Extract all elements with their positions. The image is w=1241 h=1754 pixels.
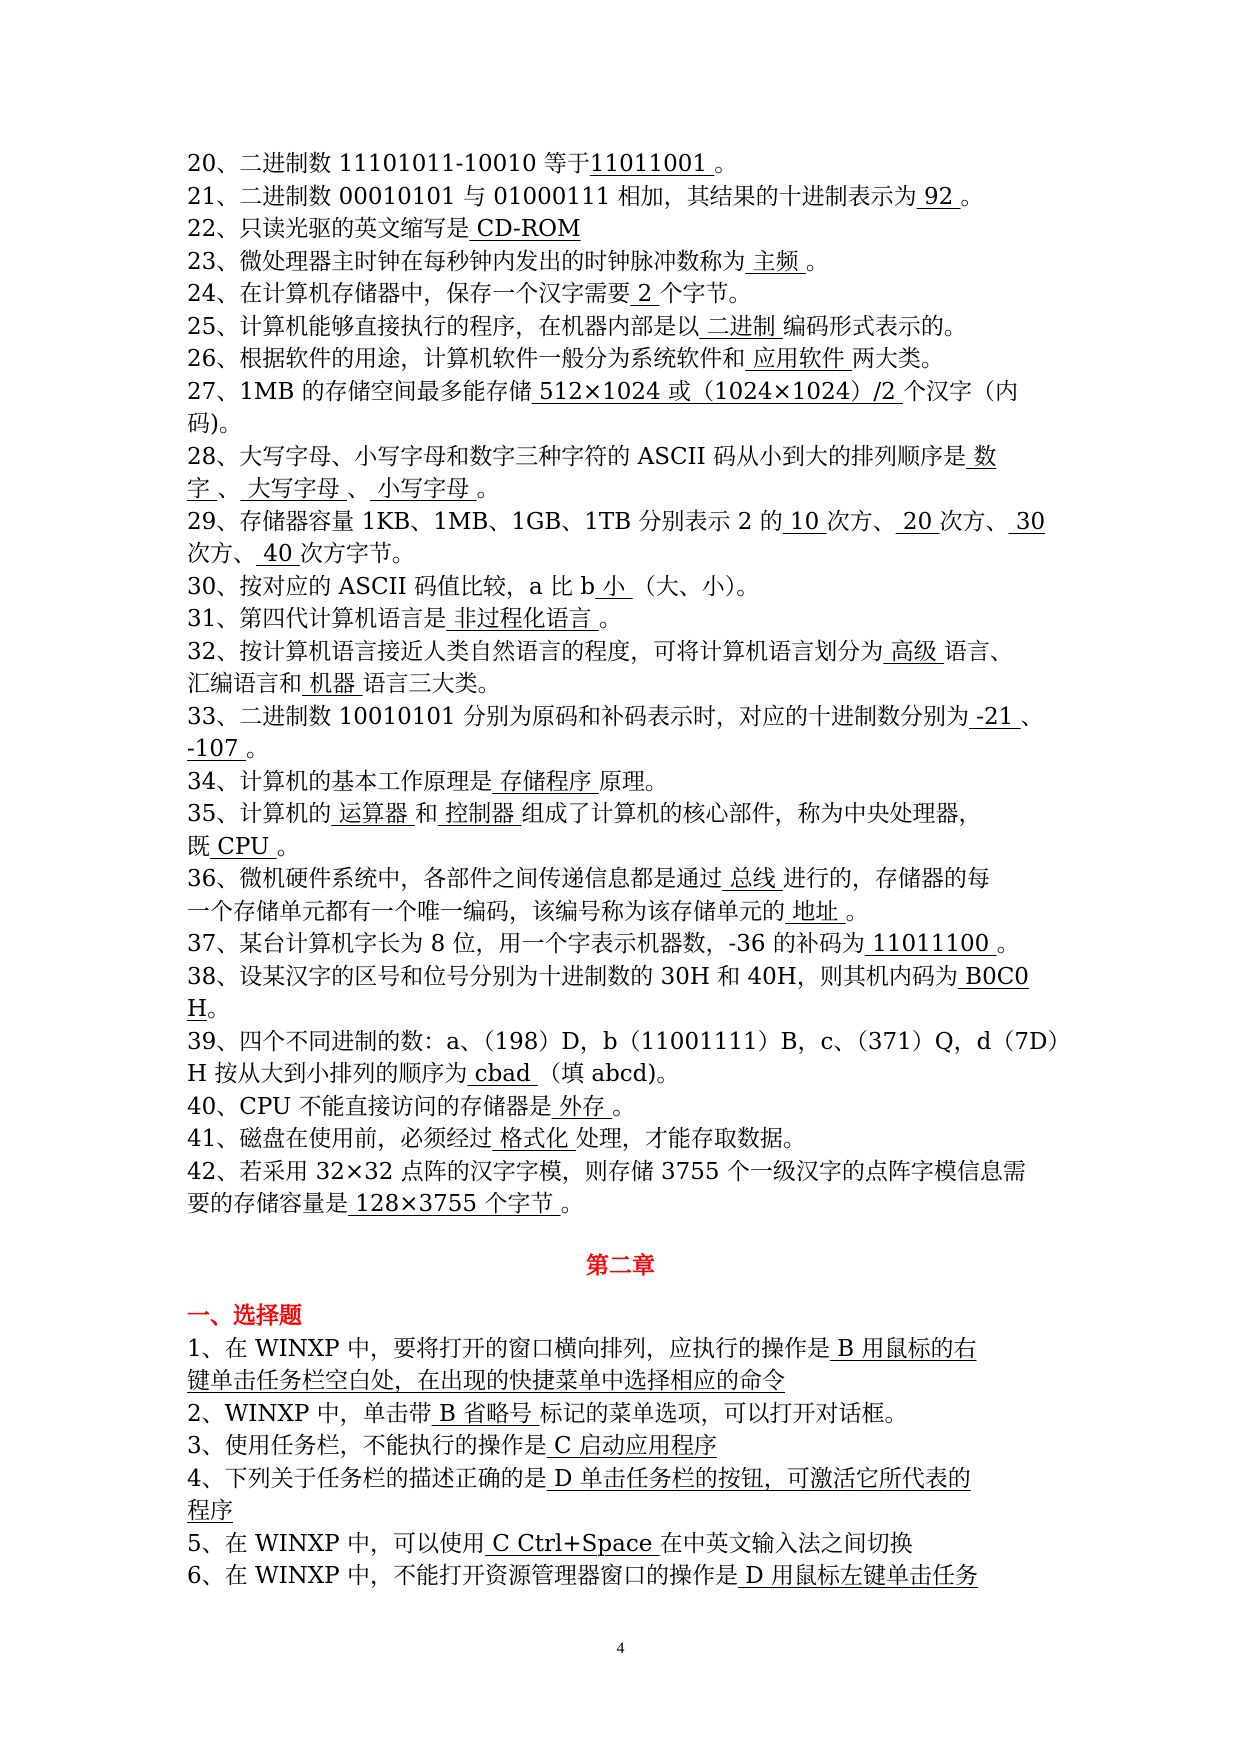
answer-blank: 机器: [302, 671, 363, 697]
question-text: 语言三大类。: [362, 671, 501, 697]
question-text: （大、小）。: [632, 573, 760, 600]
answer-blank: 2: [630, 281, 660, 307]
question-text: 标记的菜单选项，可以打开对话框。: [539, 1400, 908, 1427]
text-line: [187, 766, 1077, 799]
answer-blank: 主频: [745, 248, 806, 275]
text-line: [187, 798, 1077, 831]
question-text: 编码形式表示的。: [782, 313, 967, 340]
text-line: [187, 636, 1077, 669]
question-text: 。: [560, 1191, 584, 1217]
answer-blank: H: [187, 996, 208, 1022]
text-line: [187, 928, 1077, 961]
answer-blank: C 启动应用程序: [546, 1433, 717, 1459]
answer-blank: 512×1024 或（1024×1024）/2: [531, 378, 904, 405]
question-text: 语言、: [943, 638, 1013, 665]
answer-blank: 92: [916, 183, 961, 210]
question-text: 40、CPU 不能直接访问的存储器是: [187, 1093, 552, 1120]
question-text: 37、某台计算机字长为 8 位，用一个字表示机器数，-36 的补码为: [187, 931, 865, 957]
text-line: [187, 1398, 1077, 1431]
question-text: 34、计算机的基本工作原理是: [187, 768, 493, 795]
answer-blank: 数: [966, 443, 997, 470]
answer-blank: CD-ROM: [469, 216, 581, 242]
answer-blank: 非过程化语言: [446, 606, 599, 632]
answer-blank: 小写字母: [369, 476, 477, 502]
text-line: [187, 246, 1077, 279]
answer-blank: 总线: [722, 866, 783, 892]
text-line: [187, 961, 1077, 994]
question-text: 1、在 WINXP 中，要将打开的窗口横向排列，应执行的操作是: [187, 1335, 830, 1362]
question-text: 次方、: [826, 508, 896, 535]
question-text: 38、设某汉字的区号和位号分别为十进制数的 30H 和 40H，则其机内码为: [187, 963, 958, 990]
choice-answers-list: [187, 1333, 1077, 1593]
question-text: 处理，才能存取数据。: [575, 1126, 806, 1152]
text-line: [187, 831, 1077, 864]
question-text: 。: [612, 1093, 636, 1120]
question-text: 次方、: [187, 541, 256, 567]
answer-blank: B0C0: [957, 963, 1029, 990]
question-text: 29、存储器容量 1KB、1MB、1GB、1TB 分别表示 2 的: [187, 508, 783, 535]
question-text: 21、二进制数 00010101 与 01000111 相加，其结果的十进制表示为: [187, 183, 917, 210]
question-text: H 按从大到小排列的顺序为: [187, 1061, 468, 1087]
text-line: [187, 278, 1077, 311]
question-text: 。: [960, 183, 984, 210]
question-text: 2、WINXP 中，单击带: [187, 1400, 432, 1427]
answer-blank: D 单击任务栏的按钮，可激活它所代表的: [546, 1465, 971, 1492]
text-line: [187, 1495, 1077, 1528]
question-text: 原理。: [598, 768, 668, 795]
question-text: 28、大写字母、小写字母和数字三种字符的 ASCII 码从小到大的排列顺序是: [187, 443, 967, 470]
chapter-two-block: [187, 1278, 1077, 1593]
answer-blank: 控制器: [437, 801, 522, 827]
fill-in-answers-list: [187, 148, 1077, 1221]
question-text: 5、在 WINXP 中，可以使用: [187, 1530, 485, 1557]
text-line: [187, 506, 1077, 539]
answer-blank: 10: [782, 508, 827, 535]
question-text: 32、按计算机语言接近人类自然语言的程度，可将计算机语言划分为: [187, 638, 884, 665]
answer-blank: 30: [1008, 508, 1046, 535]
text-line: [187, 311, 1077, 344]
answer-blank: 外存: [551, 1093, 613, 1120]
answer-blank: 11011001: [589, 151, 715, 177]
answer-blank: 小: [595, 573, 633, 600]
answer-blank: 运算器: [331, 801, 415, 827]
question-text: 、: [1020, 703, 1044, 730]
answer-blank: D 用鼠标左键单击任务: [737, 1563, 979, 1589]
chapter-title: 第二章: [586, 1252, 655, 1279]
question-text: 36、微机硬件系统中，各部件之间传递信息都是通过: [187, 866, 723, 892]
text-line: [187, 148, 1077, 181]
text-line: [187, 896, 1077, 929]
question-text: 次方字节。: [299, 541, 415, 567]
question-text: 27、1MB 的存储空间最多能存储: [187, 378, 532, 405]
answer-blank: B 用鼠标的右: [829, 1335, 977, 1362]
text-line: [187, 473, 1077, 506]
answer-blank: 格式化: [492, 1126, 576, 1152]
text-line: [187, 1365, 1077, 1398]
text-line: [187, 441, 1077, 474]
question-text: 、: [346, 476, 370, 502]
question-text: 6、在 WINXP 中，不能打开资源管理器窗口的操作是: [187, 1563, 738, 1589]
answer-blank: C Ctrl+Space: [484, 1530, 660, 1557]
question-text: 。: [598, 606, 622, 632]
text-line: [187, 1333, 1077, 1366]
question-text: 3、使用任务栏，不能执行的操作是: [187, 1433, 547, 1459]
text-line: [187, 1430, 1077, 1463]
question-text: 41、磁盘在使用前，必须经过: [187, 1126, 493, 1152]
answer-blank: -21: [968, 703, 1021, 730]
question-text: 33、二进制数 10010101 分别为原码和补码表示时，对应的十进制数分别为: [187, 703, 969, 730]
text-line: [187, 1528, 1077, 1561]
text-line: [187, 181, 1077, 214]
text-line: [187, 603, 1077, 636]
question-text: 一个存储单元都有一个唯一编码，该编号称为该存储单元的: [187, 898, 785, 925]
text-line: [187, 733, 1077, 766]
text-line: [187, 1123, 1077, 1156]
question-text: 和: [414, 801, 438, 827]
question-text: 次方、: [939, 508, 1009, 535]
question-text: 。: [276, 833, 300, 860]
answer-blank: 20: [895, 508, 940, 535]
answer-blank: 二进制: [699, 313, 783, 340]
answer-blank: 键单击任务栏空白处，在出现的快捷菜单中选择相应的命令: [187, 1368, 785, 1394]
answer-blank: 程序: [187, 1498, 233, 1524]
question-text: 。: [845, 898, 869, 925]
text-line: [187, 1091, 1077, 1124]
question-text: 26、根据软件的用途，计算机软件一般分为系统软件和: [187, 346, 746, 372]
question-text: 。: [207, 996, 231, 1022]
question-text: 。: [476, 476, 500, 502]
question-text: 30、按对应的 ASCII 码值比较，a 比 b: [187, 573, 596, 600]
answer-blank: B 省略号: [431, 1400, 540, 1427]
text-line: [187, 1058, 1077, 1091]
question-text: （填 abcd)。: [538, 1061, 680, 1087]
question-text: 要的存储容量是: [187, 1191, 348, 1217]
question-text: 两大类。: [851, 346, 944, 372]
question-text: 。: [996, 931, 1020, 957]
question-text: 25、计算机能够直接执行的程序，在机器内部是以: [187, 313, 700, 340]
answer-blank: 大写字母: [240, 476, 347, 502]
question-text: 。: [805, 248, 829, 275]
page-number: 4: [616, 1640, 625, 1657]
question-text: 24、在计算机存储器中，保存一个汉字需要: [187, 281, 631, 307]
question-text: 22、只读光驱的英文缩写是: [187, 216, 470, 242]
question-text: 个字节。: [659, 281, 752, 307]
question-text: 进行的，存储器的每: [782, 866, 990, 892]
question-text: 23、微处理器主时钟在每秒钟内发出的时钟脉冲数称为: [187, 248, 746, 275]
text-line: [187, 1026, 1077, 1059]
answer-blank: CPU: [210, 833, 277, 860]
text-line: [187, 1463, 1077, 1496]
question-text: 在中英文输入法之间切换: [659, 1530, 913, 1557]
answer-blank: 40: [256, 541, 300, 567]
answer-blank: 11011100: [864, 931, 997, 957]
question-text: 39、四个不同进制的数：a、（198）D，b（11001111）B，c、（371）Q，d（7D）: [187, 1028, 1071, 1055]
question-text: 4、下列关于任务栏的描述正确的是: [187, 1465, 547, 1492]
text-line: [187, 376, 1077, 409]
question-text: 31、第四代计算机语言是: [187, 606, 447, 632]
answer-blank: 128×3755 个字节: [348, 1191, 561, 1217]
text-line: [187, 863, 1077, 896]
answer-blank: cbad: [467, 1061, 539, 1087]
text-line: [187, 1188, 1077, 1221]
text-line: [187, 1560, 1077, 1593]
question-text: 。: [714, 151, 738, 177]
text-line: [187, 213, 1077, 246]
question-text: 42、若采用 32×32 点阵的汉字字模，则存储 3755 个一级汉字的点阵字模信息需: [187, 1158, 1026, 1185]
question-text: 。: [245, 736, 269, 762]
text-line: [187, 538, 1077, 571]
question-text: 35、计算机的: [187, 801, 332, 827]
answer-blank: 存储程序: [492, 768, 599, 795]
text-line: [187, 993, 1077, 1026]
text-line: [187, 343, 1077, 376]
text-line: [187, 668, 1077, 701]
question-text: 既: [187, 833, 210, 860]
text-line: [187, 571, 1077, 604]
answer-blank: 字: [187, 476, 218, 502]
section-title: 一、选择题: [187, 1302, 302, 1329]
answer-blank: -107: [187, 736, 246, 762]
answer-blank: 应用软件: [745, 346, 852, 372]
text-line: [187, 1156, 1077, 1189]
question-text: 个汉字（内: [903, 378, 1019, 405]
question-text: 、: [217, 476, 241, 502]
question-text: 组成了计算机的核心部件，称为中央处理器，: [521, 801, 982, 827]
question-text: 20、二进制数 11101011-10010 等于: [187, 151, 590, 177]
question-text: 汇编语言和: [187, 671, 302, 697]
text-line: [187, 408, 1077, 441]
text-line: [187, 701, 1077, 734]
answer-blank: 地址: [785, 898, 846, 925]
answer-blank: 高级: [883, 638, 944, 665]
question-text: 码)。: [187, 411, 242, 437]
